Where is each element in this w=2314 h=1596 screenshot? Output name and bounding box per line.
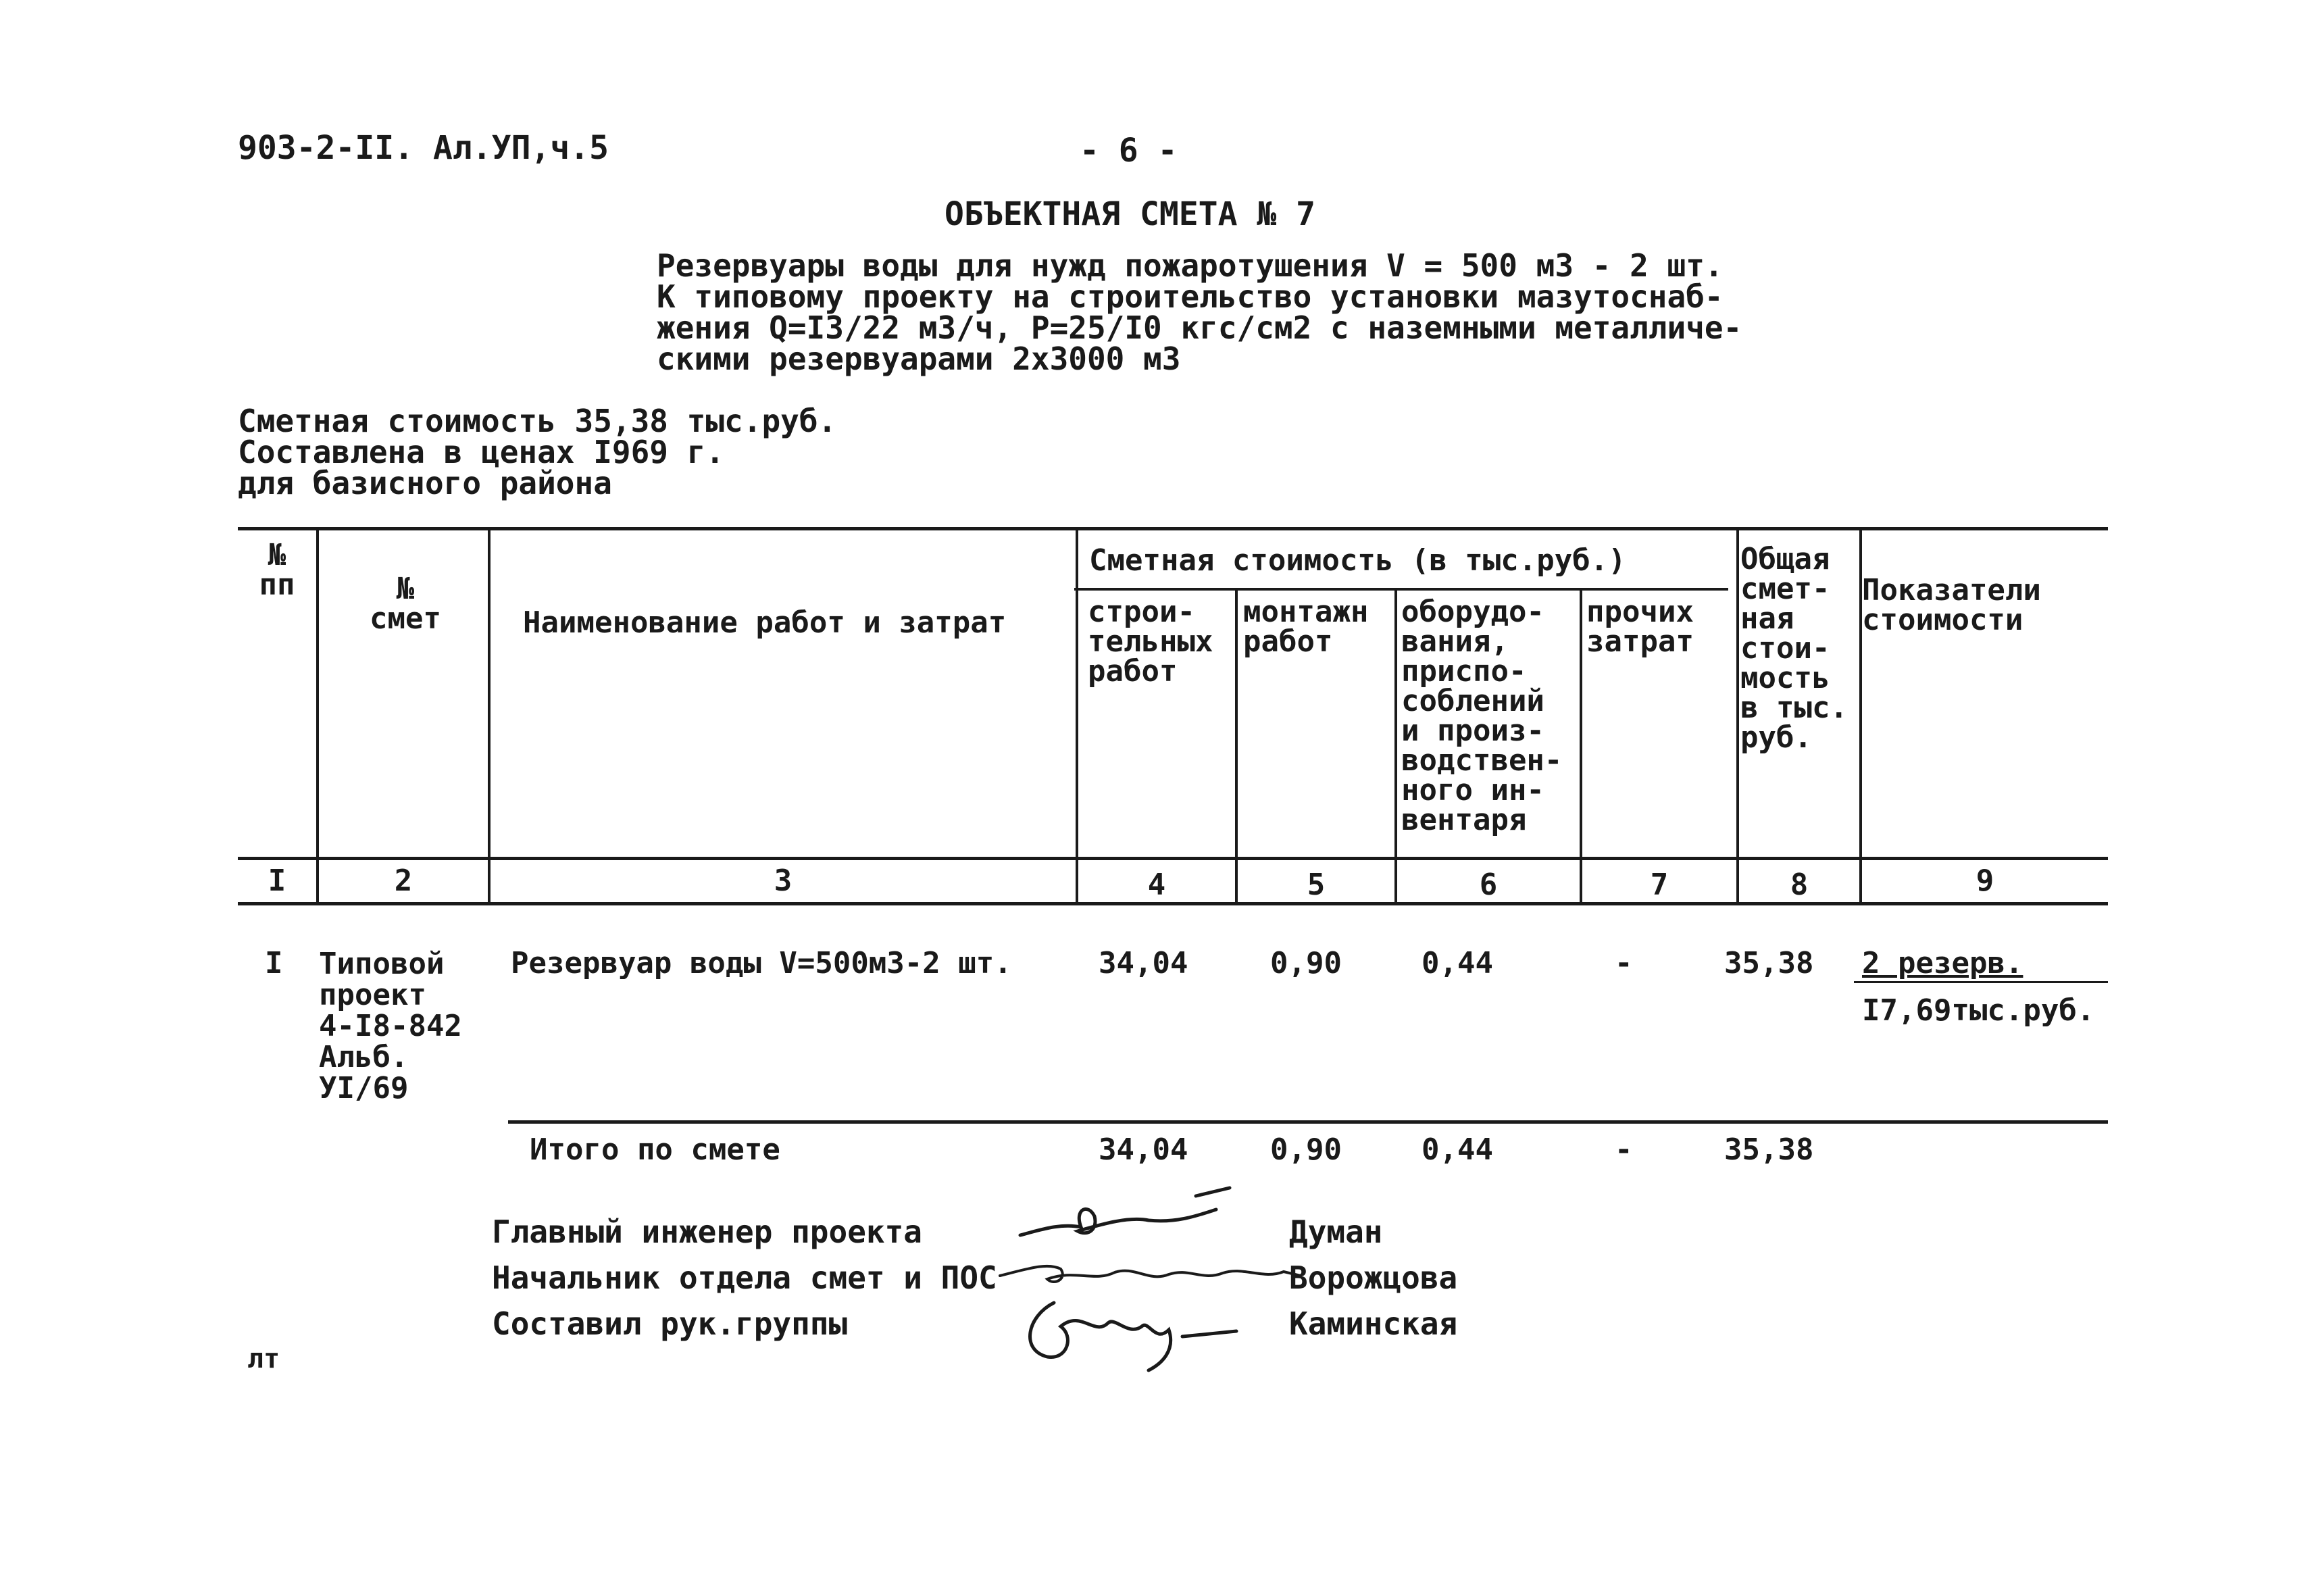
col-divider-5 [1394, 588, 1397, 905]
col-divider-4 [1235, 588, 1238, 905]
header-col-1: № пп [259, 538, 295, 602]
signature-role-group-lead: Составил рук.группы [492, 1305, 848, 1342]
col-divider-1 [316, 527, 319, 905]
row-equipment: 0,44 [1422, 946, 1493, 980]
group-header-line [1074, 588, 1728, 591]
col-number-2: 2 [394, 864, 413, 898]
col-number-1: I [268, 864, 286, 898]
row-construction: 34,04 [1099, 946, 1188, 980]
subtitle-line-4: скими резервуарами 2х3000 м3 [657, 341, 1181, 377]
subtitle-line-1: Резервуары воды для нужд пожаротушения V = 500 м3 - 2 шт. [657, 247, 1724, 284]
col-number-3: 3 [774, 864, 793, 898]
col-number-8: 8 [1790, 868, 1809, 902]
total-equipment: 0,44 [1422, 1132, 1493, 1167]
row-other: - [1615, 946, 1633, 980]
row-total: 35,38 [1724, 946, 1814, 980]
signature-role-department-head: Начальник отдела смет и ПОС [492, 1260, 997, 1296]
signature-name-department-head: Ворожцова [1289, 1260, 1458, 1296]
total-top-line [508, 1120, 2108, 1124]
col-number-9: 9 [1976, 864, 1994, 898]
signature-name-group-lead: Каминская [1289, 1305, 1458, 1342]
header-col-5: монтажн работ [1243, 595, 1369, 659]
header-group: Сметная стоимость (в тыс.руб.) [1089, 543, 1626, 578]
cost-info-line-2: Составлена в ценах I969 г. [238, 434, 725, 470]
col-divider-2 [488, 527, 491, 905]
header-col-2: № смет [370, 572, 441, 636]
cost-info-line-3: для базисного района [238, 465, 612, 501]
signature-name-chief-engineer: Думан [1289, 1214, 1383, 1250]
col-divider-3 [1076, 527, 1078, 905]
col-number-6: 6 [1479, 868, 1498, 902]
handwritten-signature-3 [1013, 1289, 1257, 1377]
header-col-6: оборудо- вания, приспо- соблений и произ- водствен- ного ин- вентаря [1401, 595, 1563, 837]
row-installation: 0,90 [1270, 946, 1342, 980]
header-col-4: строи- тельных работ [1088, 595, 1213, 689]
subtitle-line-3: жения Q=I3/22 м3/ч, Р=25/I0 кгс/см2 с наземными металличе- [657, 309, 1742, 346]
row-indicator-bottom: I7,69тыс.руб. [1862, 993, 2095, 1028]
total-installation: 0,90 [1270, 1132, 1342, 1167]
header-bottom-line [238, 857, 2108, 860]
doc-code: 903-2-II. Ал.УП,ч.5 [238, 129, 609, 167]
header-col-8: Общая смет- ная стои- мость в тыс. руб. [1740, 542, 1848, 755]
indicator-divider [1854, 981, 2108, 983]
total-sum: 35,38 [1724, 1132, 1814, 1167]
row-number: I [265, 946, 283, 980]
col-divider-7 [1736, 527, 1739, 905]
row-indicator-top: 2 резерв. [1862, 946, 2023, 980]
header-col-3: Наименование работ и затрат [523, 605, 1007, 640]
col-number-7: 7 [1650, 868, 1669, 902]
signature-role-chief-engineer: Главный инженер проекта [492, 1214, 922, 1250]
total-label: Итого по смете [530, 1132, 780, 1167]
total-other: - [1615, 1132, 1633, 1167]
cost-info-line-1: Сметная стоимость 35,38 тыс.руб. [238, 403, 837, 439]
footer-mark: лт [247, 1343, 280, 1374]
col-divider-6 [1580, 588, 1582, 905]
subtitle-line-2: К типовому проекту на строительство установки мазутоснаб- [657, 278, 1724, 315]
row-name: Резервуар воды V=500м3-2 шт. [511, 946, 1012, 980]
page-title: ОБЪЕКТНАЯ СМЕТА № 7 [945, 195, 1316, 233]
numbers-bottom-line [238, 902, 2108, 905]
header-col-7: прочих затрат [1586, 595, 1694, 659]
page-number: - 6 - [1080, 132, 1178, 170]
row-estimate: Типовой проект 4-I8-842 Альб. УI/69 [319, 947, 462, 1105]
table-top-line [238, 527, 2108, 530]
col-number-5: 5 [1307, 868, 1326, 902]
handwritten-signature-1 [1013, 1182, 1243, 1257]
total-construction: 34,04 [1099, 1132, 1188, 1167]
header-col-9: Показатели стоимости [1862, 573, 2041, 637]
col-number-4: 4 [1147, 868, 1166, 902]
